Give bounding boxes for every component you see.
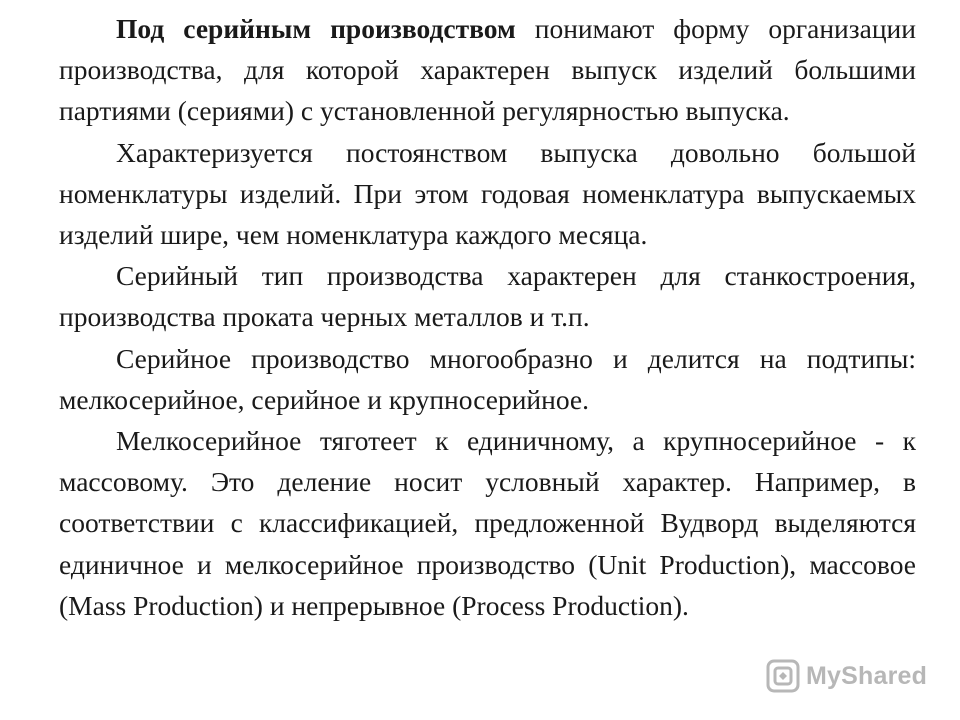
paragraph-definition: [59, 8, 916, 132]
paragraph-characteristics: Характеризуется постоянством выпуска довольно большой номенклатуры изделий. При этом годовая номенклатура выпускаемых изделий шире, чем номенклатура каждого месяца.: [59, 136, 916, 251]
definition-text: понимают форму организации производства, для которой характерен выпуск изделий большими партиями (сериями) с установленной регулярностью выпуска.: [59, 13, 916, 127]
term-bold: Под серийным производством: [116, 13, 516, 44]
myshared-logo-icon: [766, 659, 800, 693]
paragraph-subtypes: Серийное производство многообразно и делится на подтипы: мелкосерийное, серийное и крупносерийное.: [59, 342, 916, 415]
body-text: [59, 8, 916, 626]
paragraph-industries: Серийный тип производства характерен для станкостроения, производства проката черных металлов и т.п.: [59, 260, 916, 333]
paragraph-classification: Мелкосерийное тяготеет к единичному, а крупносерийное - к массовому. Это деление носит условный характер. Например, в соответствии с классификацией, предложенной Вудворд выделяются единичное и мелкосерийное производство (Unit Production), массовое (Mass Production) и непрерывное (Process Production).: [59, 425, 916, 621]
watermark: [766, 657, 927, 695]
watermark-text: MyShared: [806, 661, 928, 690]
